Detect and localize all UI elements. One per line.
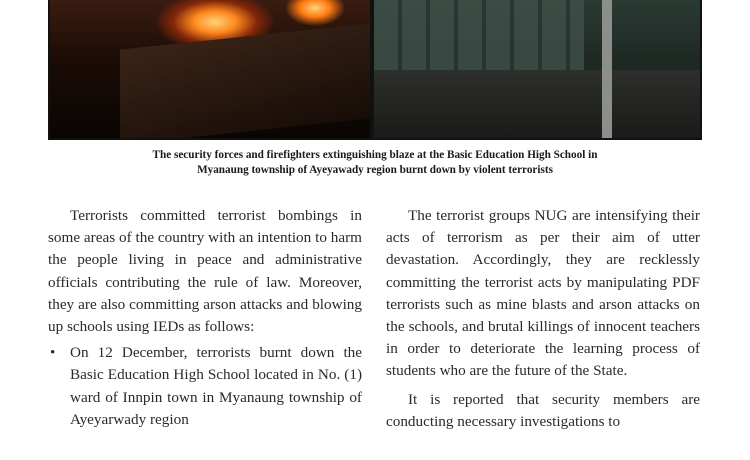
intro-paragraph: Terrorists committed terrorist bombings in some areas of the country with an intention to harm the people living in peace and administrative officials contributing the rule of law. Moreover, they are also committing arson attacks and blowing up schools using IEDs as follows: <box>48 207 362 336</box>
photo-firefighters <box>374 0 700 138</box>
list-item: • On 12 December, terrorists burnt down the Basic Education High School located in No. (1) ward of Innpin town in Myanaung township of Ayeyarwady region <box>48 342 362 431</box>
caption-line-2: Myanaung township of Ayeyawady region burnt down by violent terrorists <box>197 164 553 176</box>
right-column <box>386 205 700 433</box>
news-photo <box>48 0 702 140</box>
caption-line-1: The security forces and firefighters extinguishing blaze at the Basic Education High School in <box>152 149 598 161</box>
body-paragraph: It is reported that security members are conducting necessary investigations to <box>386 390 700 430</box>
left-column <box>48 205 362 431</box>
photo-burning-school <box>50 0 370 138</box>
incident-list <box>48 342 362 431</box>
photo-caption <box>48 148 702 178</box>
body-paragraph: The terrorist groups NUG are intensifying their acts of terrorism as per their aim of utter devastation. Accordingly, they are recklessly committing the terrorist acts by manipulating PDF terrorists such as mine blasts and arson attacks on the schools, and brutal killings of innocent teachers in order to deteriorate the learning process of students who are the future of the State. <box>386 207 700 380</box>
